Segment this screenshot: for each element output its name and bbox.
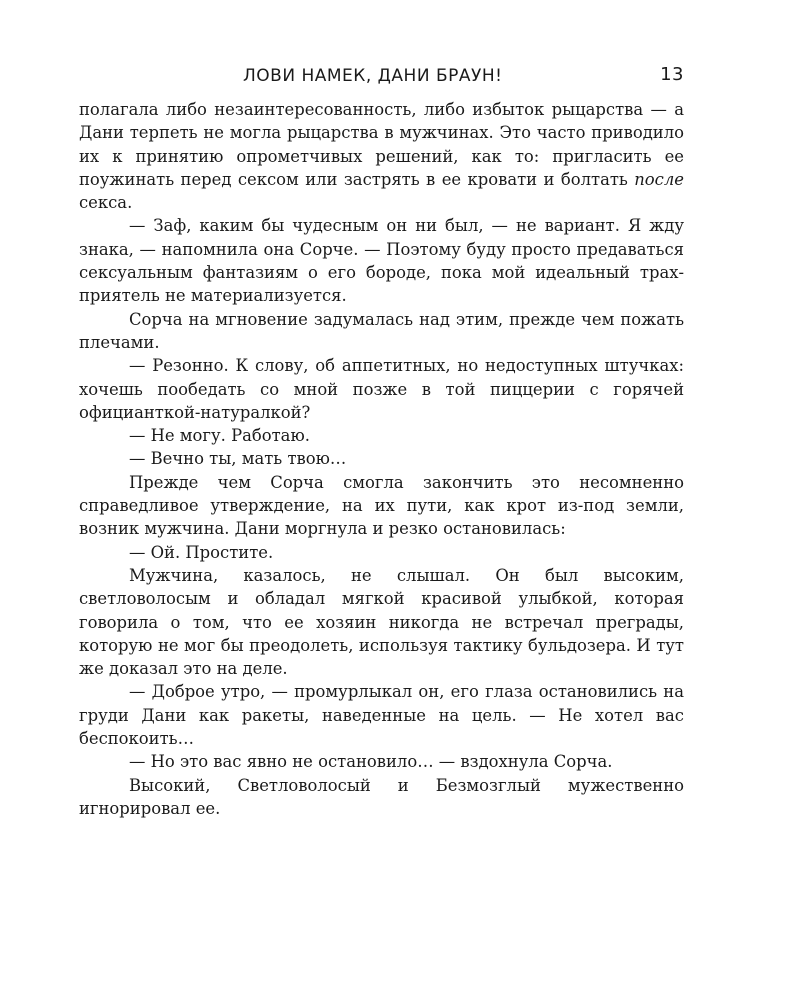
paragraph [79,98,684,214]
paragraph-text: секса. [79,193,133,213]
paragraph-text: полагала либо незаинтересованность, либо избыток рыцарства — а Дани терпеть не могла рыцарства в мужчинах. Это часто приводило их к принятию опрометчивых решений, как то: пригласить ее поужинать перед сексом или застрять в ее кровати и болтать [79,100,684,189]
paragraph: — Вечно ты, мать твою… [129,449,347,469]
paragraph: — Но это вас явно не остановило… — вздохнула Сорча. [129,752,613,772]
paragraph: Мужчина, казалось, не слышал. Он был высоким, светловолосым и обладал мягкой красивой улыбкой, которая говорила о том, что ее хозяин никогда не встречал преграды, которую не мог бы преодолеть, используя тактику бульдозера. И тут же доказал это на деле. [79,565,684,679]
paragraph: Прежде чем Сорча смогла закончить это несомненно справедливое утверждение, на их пути, как крот из-под земли, возник мужчина. Дани моргнула и резко остановилась: [79,472,684,539]
running-title: ЛОВИ НАМЕК, ДАНИ БРАУН! [243,66,503,86]
paragraph: — Не могу. Работаю. [129,426,310,446]
page-number: 13 [660,64,684,85]
paragraph: — Заф, каким бы чудесным он ни был, — не вариант. Я жду знака, — напомнила она Сорче. — Поэтому буду просто предаваться сексуальным фантазиям о его бороде, пока мой идеальный трах-приятель не материализуется. [79,216,684,306]
emphasis-text: после [634,169,684,189]
page-header [79,62,684,98]
paragraph: — Ой. Простите. [129,542,274,562]
paragraph: — Доброе утро, — промурлыкал он, его глаза остановились на груди Дани как ракеты, наведенные на цель. — Не хотел вас беспокоить… [79,682,684,749]
paragraph: — Резонно. К слову, об аппетитных, но недоступных штучках: хочешь пообедать со мной позже в той пиццерии с горячей официанткой-натуралкой? [79,356,684,422]
paragraph: Сорча на мгновение задумалась над этим, прежде чем пожать плечами. [79,309,684,352]
book-page [79,62,684,820]
body-text [79,98,684,820]
paragraph: Высокий, Светловолосый и Безмозглый мужественно игнорировал ее. [79,775,684,818]
